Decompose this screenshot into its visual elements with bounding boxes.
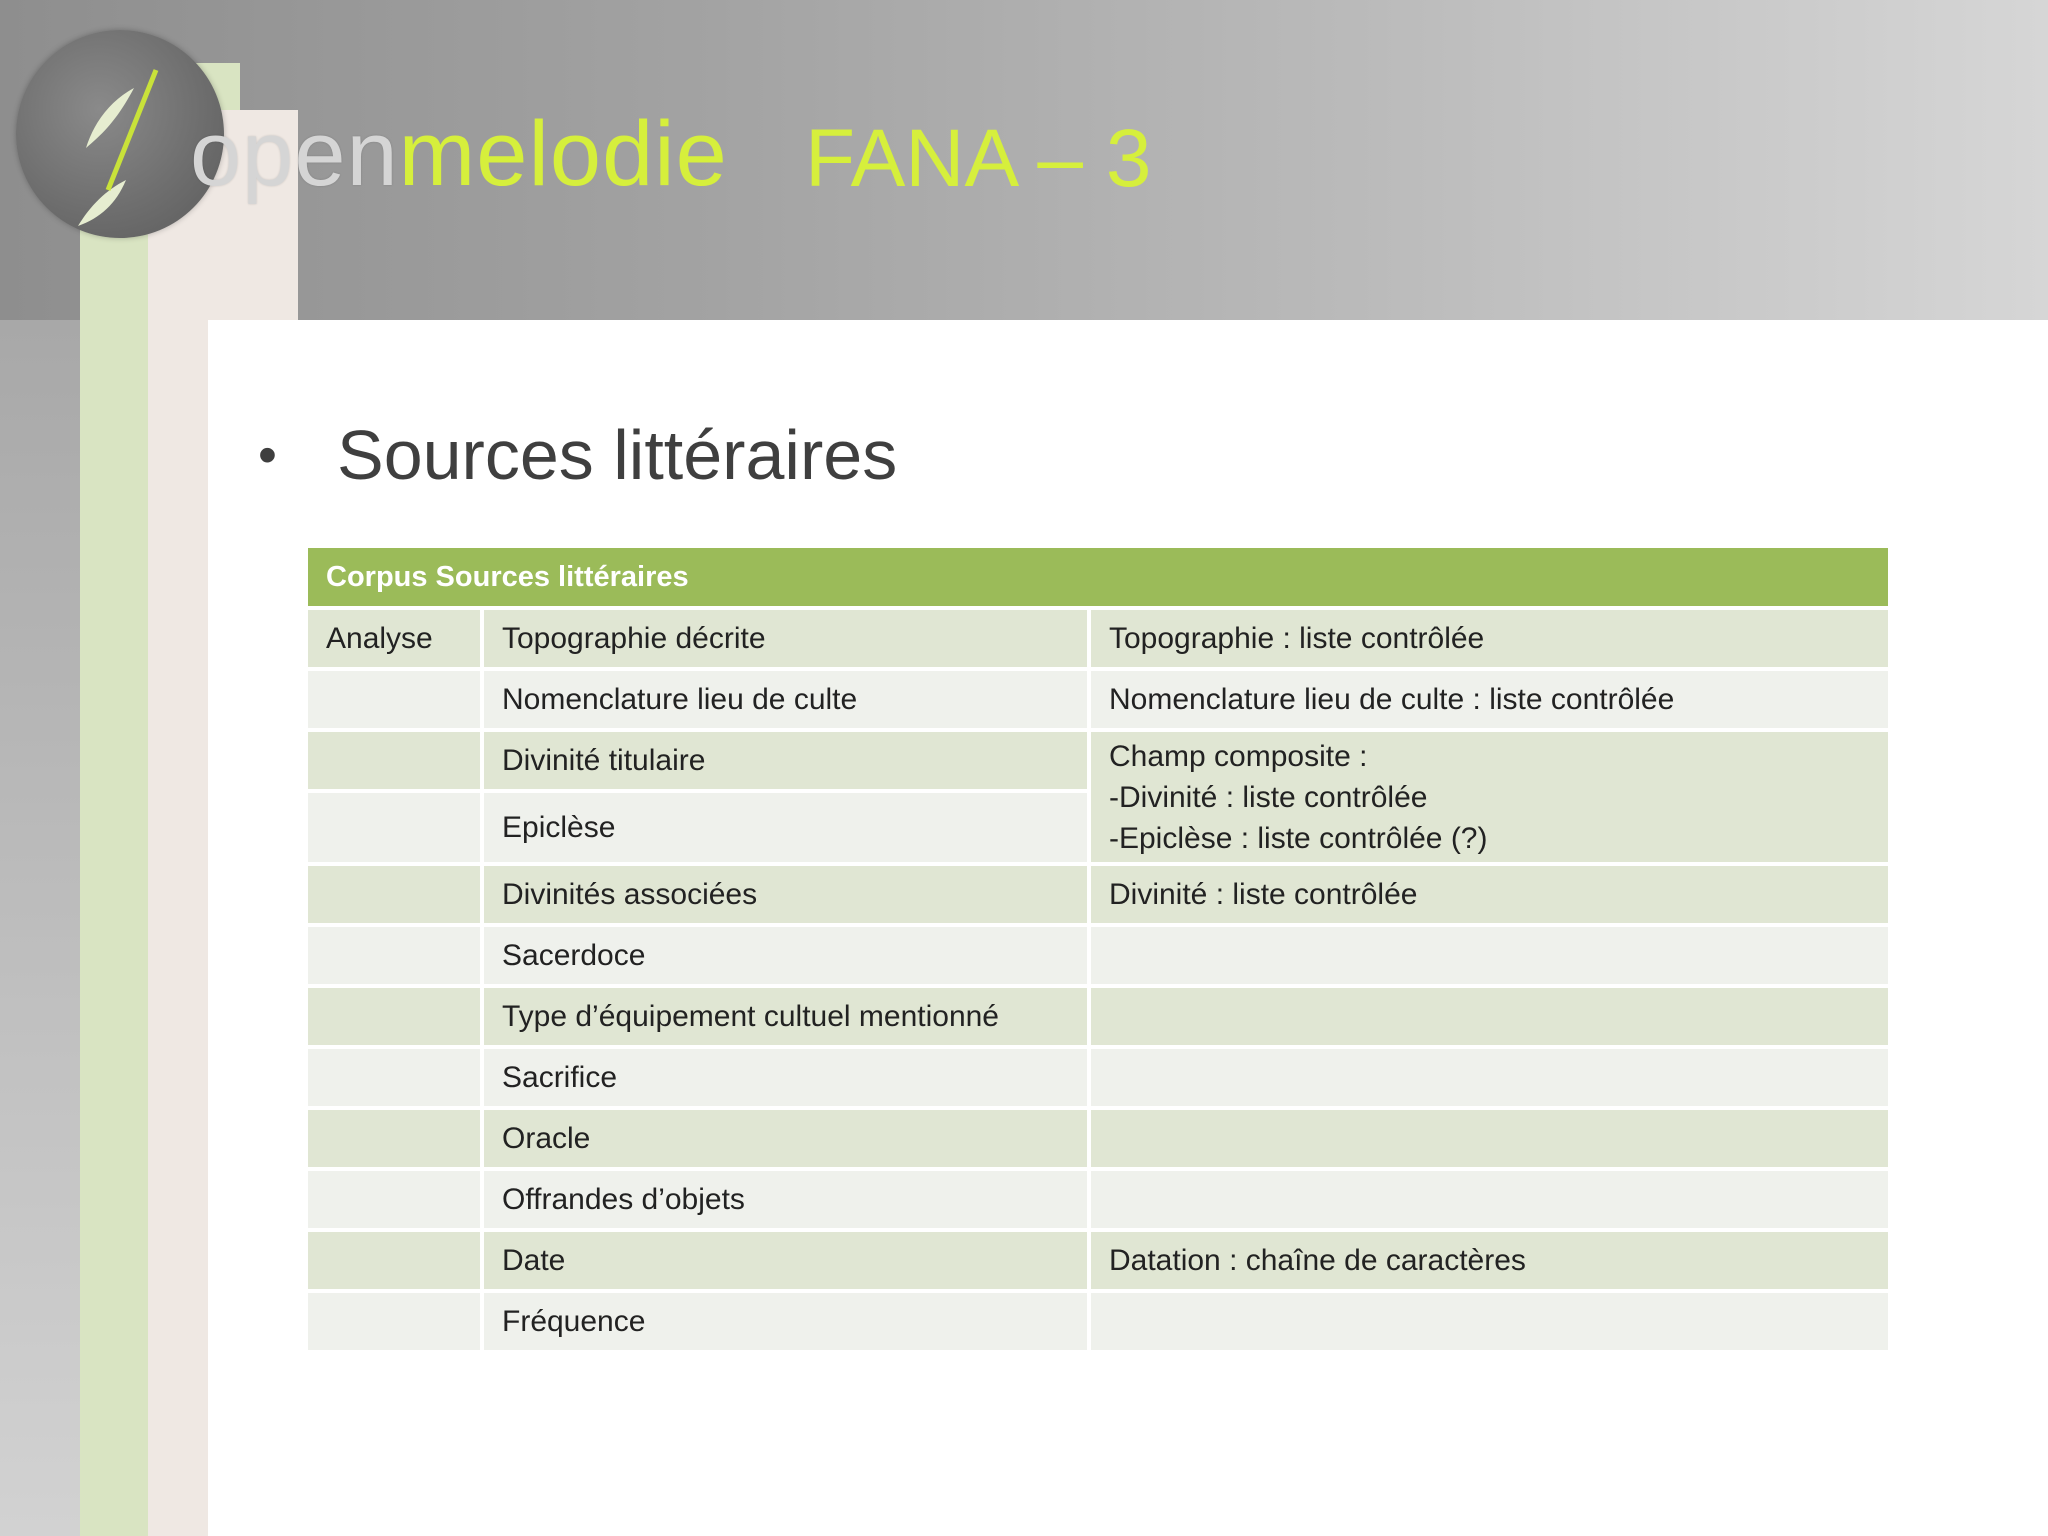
table-cell: [1089, 1108, 1890, 1169]
table-row: [306, 1108, 1890, 1169]
table-row: [306, 730, 1890, 791]
table-row: [306, 1047, 1890, 1108]
composite-line: -Epiclèse : liste contrôlée (?): [1109, 821, 1488, 855]
table-cell: Sacrifice: [482, 1047, 1089, 1108]
table-cell: [306, 1291, 482, 1352]
table-row: [306, 925, 1890, 986]
table-cell: Topographie décrite: [482, 608, 1089, 669]
table-row: [306, 1230, 1890, 1291]
table-cell: Divinité titulaire: [482, 730, 1089, 791]
composite-field-cell: [1089, 730, 1890, 864]
brand-melodie: melodie: [398, 103, 728, 205]
table-cell: [1089, 925, 1890, 986]
table-cell: [306, 925, 482, 986]
table-cell: [306, 864, 482, 925]
table-cell: Divinités associées: [482, 864, 1089, 925]
table-cell: Offrandes d’objets: [482, 1169, 1089, 1230]
table-cell: Date: [482, 1230, 1089, 1291]
table-cell: Nomenclature lieu de culte : liste contrôlée: [1089, 669, 1890, 730]
table-row: [306, 864, 1890, 925]
table-cell: [306, 730, 482, 791]
table-cell: Fréquence: [482, 1291, 1089, 1352]
table-cell: Nomenclature lieu de culte: [482, 669, 1089, 730]
table-cell: [306, 669, 482, 730]
bullet-marker: •: [258, 425, 277, 485]
table-cell: [306, 1108, 482, 1169]
table-cell: Divinité : liste contrôlée: [1089, 864, 1890, 925]
table-row: [306, 608, 1890, 669]
composite-line: Champ composite :: [1109, 739, 1368, 773]
page-title: FANA – 3: [805, 113, 1152, 204]
brand-name: [190, 103, 728, 205]
table-row: [306, 986, 1890, 1047]
table-row: [306, 1169, 1890, 1230]
table-row: [306, 669, 1890, 730]
table-cell: Type d’équipement cultuel mentionné: [482, 986, 1089, 1047]
table-cell: Analyse: [306, 608, 482, 669]
table-cell: [1089, 1291, 1890, 1352]
table-cell: [306, 1230, 482, 1291]
table-cell: [306, 1169, 482, 1230]
section-heading: Sources littéraires: [337, 416, 898, 494]
table-cell: [306, 791, 482, 864]
table-cell: Topographie : liste contrôlée: [1089, 608, 1890, 669]
table-cell: [1089, 1047, 1890, 1108]
table-cell: [1089, 1169, 1890, 1230]
brand-open: open: [190, 103, 399, 205]
table-row: [306, 1291, 1890, 1352]
table-cell: [1089, 986, 1890, 1047]
composite-line: -Divinité : liste contrôlée: [1109, 780, 1428, 814]
corpus-table: [304, 544, 1892, 1354]
table-cell: Epiclèse: [482, 791, 1089, 864]
table-cell: [306, 986, 482, 1047]
table-cell: Datation : chaîne de caractères: [1089, 1230, 1890, 1291]
table-cell: [306, 1047, 482, 1108]
table-cell: Sacerdoce: [482, 925, 1089, 986]
table-header: Corpus Sources littéraires: [306, 546, 1890, 608]
table-cell: Oracle: [482, 1108, 1089, 1169]
